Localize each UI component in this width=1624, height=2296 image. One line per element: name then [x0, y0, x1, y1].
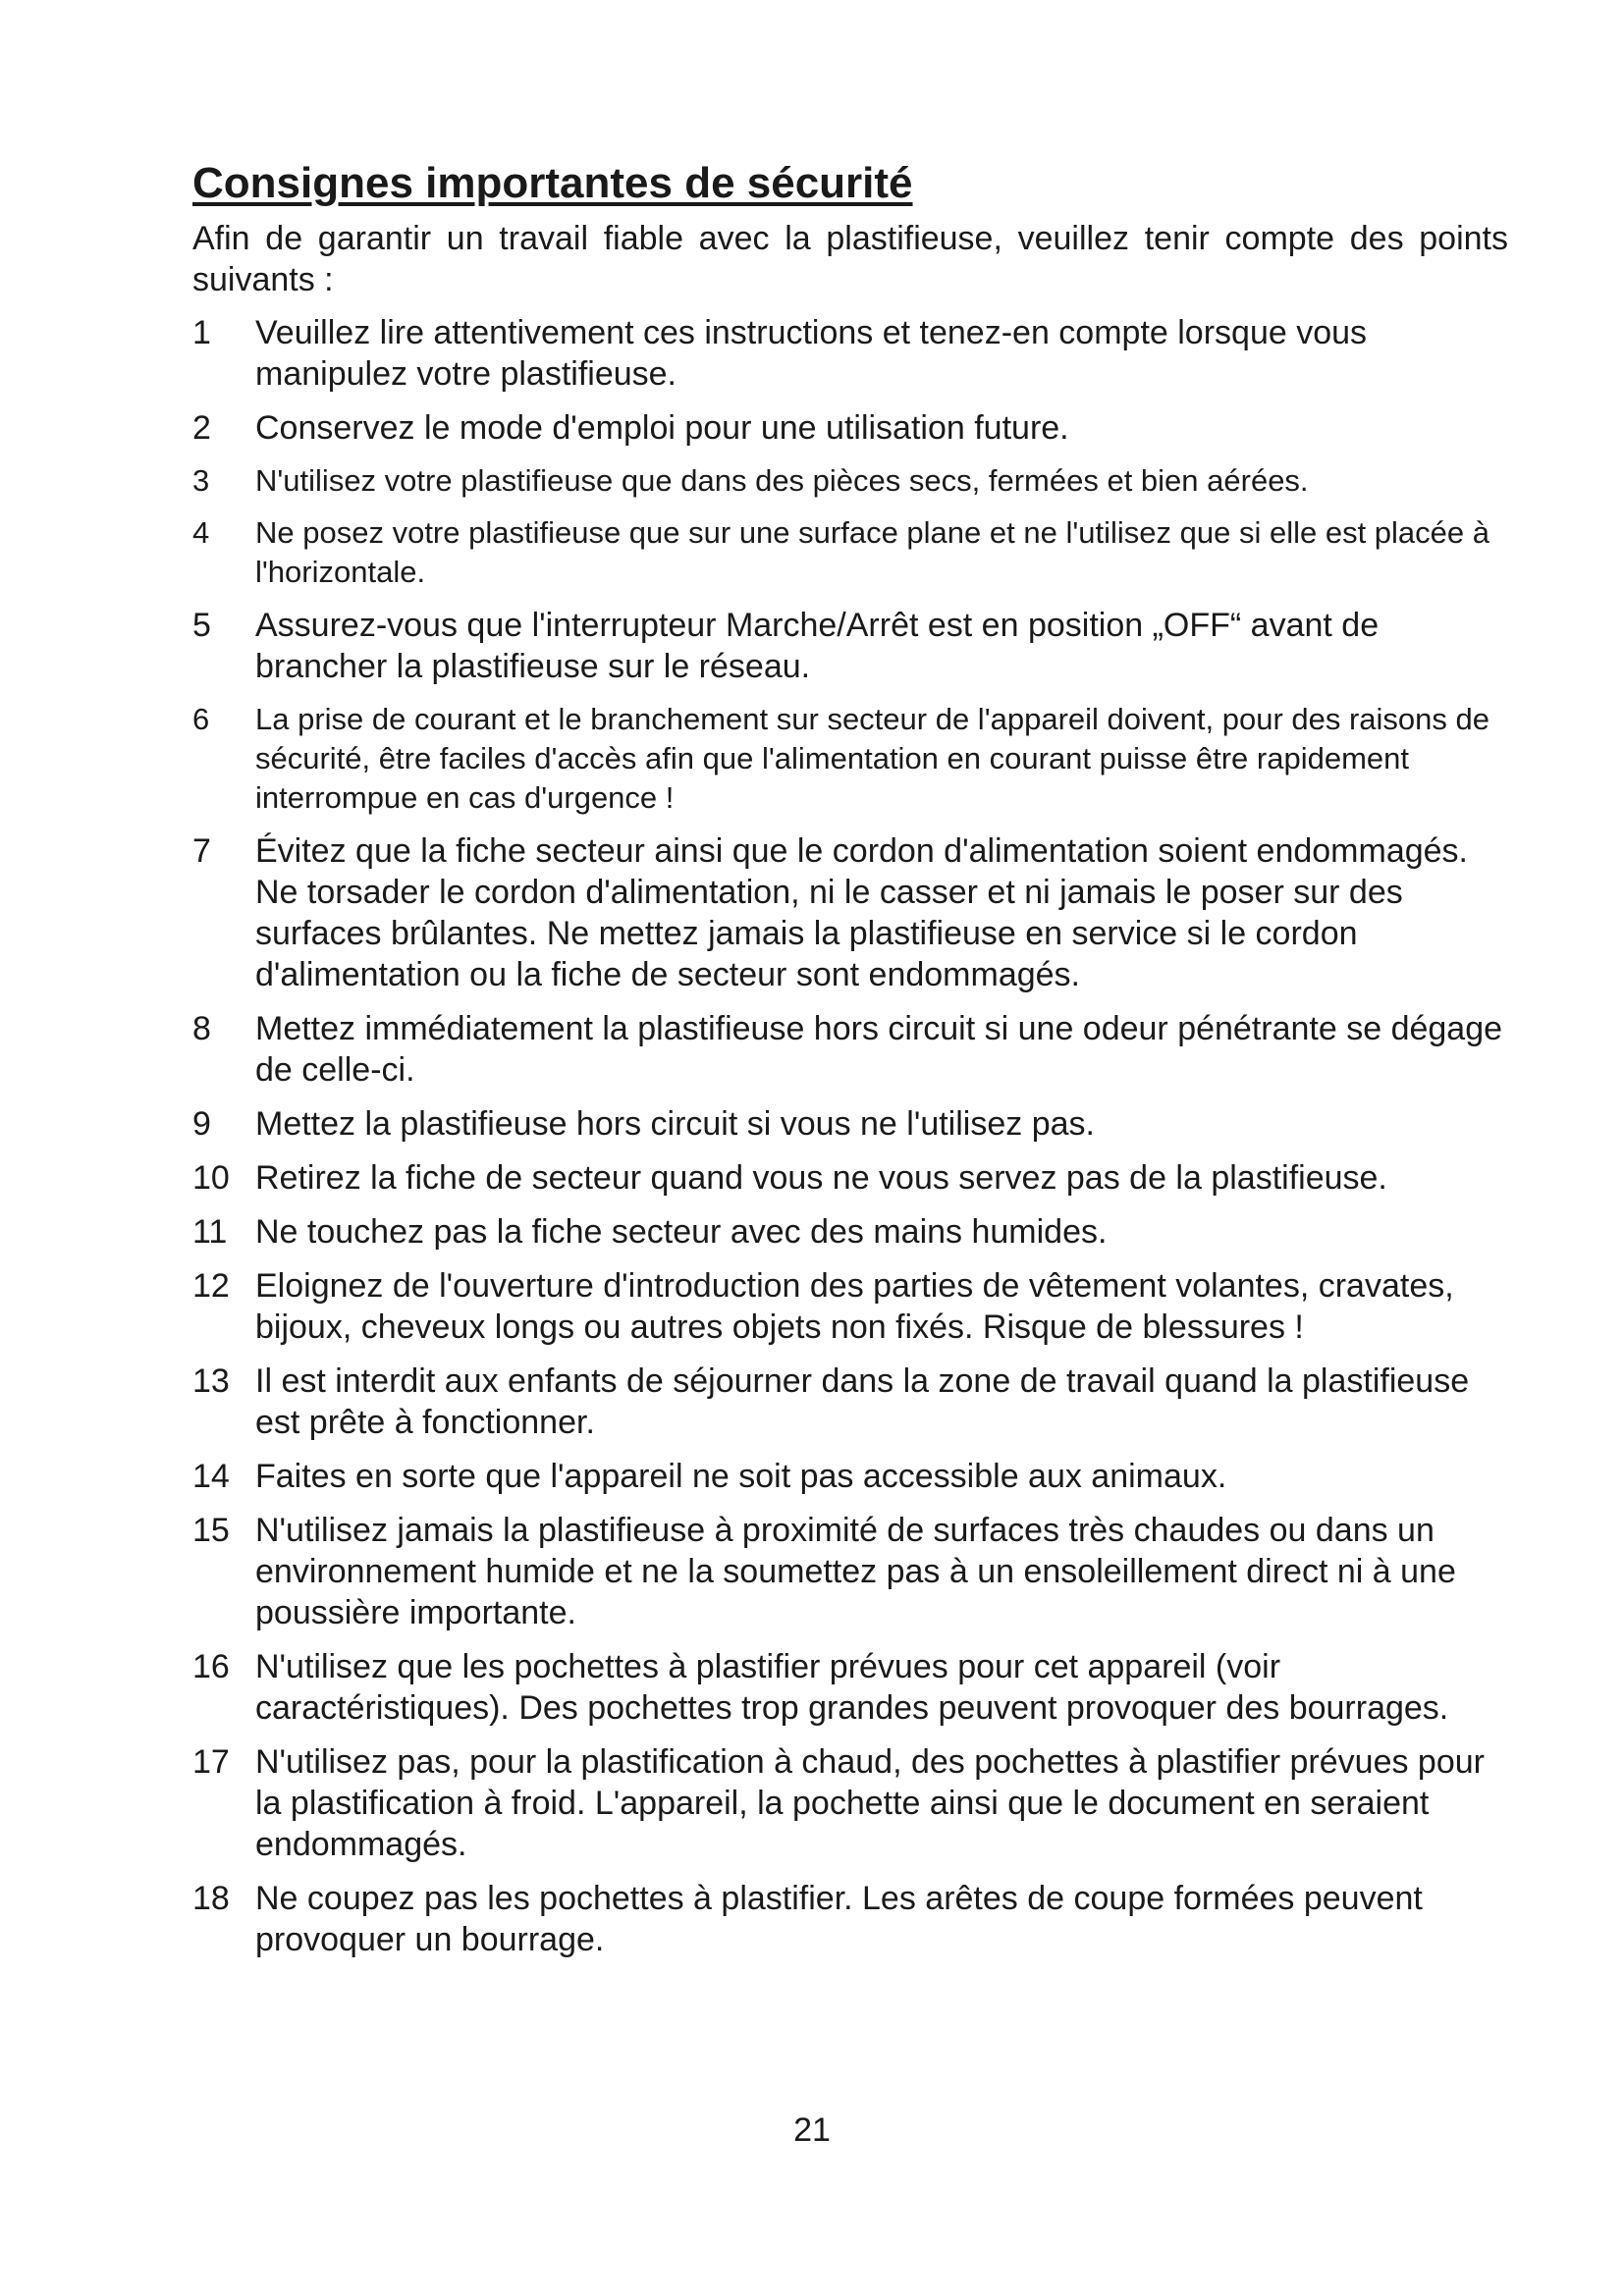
item-number: 13	[192, 1362, 230, 1400]
item-number: 9	[192, 1105, 211, 1143]
item-number: 10	[192, 1159, 230, 1197]
item-number: 6	[192, 702, 210, 736]
item-number: 17	[192, 1743, 230, 1781]
list-item	[192, 830, 1508, 995]
item-text: Mettez la plastifieuse hors circuit si vous ne l'utilisez pas.	[255, 1105, 1095, 1143]
item-number: 1	[192, 314, 211, 351]
page-title: Consignes importantes de sécurité	[192, 159, 913, 207]
item-text: Eloignez de l'ouverture d'introduction des parties de vêtement volantes, cravates, bijoux, cheveux longs ou autres objets non fixés. Risque de blessures !	[255, 1267, 1454, 1346]
item-text: Mettez immédiatement la plastifieuse hors circuit si une odeur pénétrante se dégage de celle-ci.	[255, 1010, 1503, 1089]
list-item	[192, 1008, 1508, 1091]
item-number: 18	[192, 1880, 230, 1917]
item-number: 8	[192, 1010, 211, 1047]
item-text: Ne coupez pas les pochettes à plastifier. Les arêtes de coupe formées peuvent provoquer un bourrage.	[255, 1880, 1423, 1958]
list-item	[192, 1361, 1508, 1443]
item-text: La prise de courant et le branchement sur secteur de l'appareil doivent, pour des raisons de sécurité, être faciles d'accès afin que l'alimentation en courant puisse être rapidement interrompue en cas d'urgence !	[255, 702, 1489, 815]
intro-paragraph: Afin de garantir un travail fiable avec la plastifieuse, veuillez tenir compte des points suivants :	[192, 220, 1508, 298]
item-number: 7	[192, 832, 211, 870]
list-item	[192, 1646, 1508, 1729]
item-number: 5	[192, 607, 211, 644]
list-item	[192, 407, 1508, 449]
list-item	[192, 1741, 1508, 1865]
item-text: Veuillez lire attentivement ces instructions et tenez-en compte lorsque vous manipulez votre plastifieuse.	[255, 314, 1368, 393]
list-item	[192, 1211, 1508, 1253]
list-item	[192, 1265, 1508, 1348]
item-text: Conservez le mode d'emploi pour une utilisation future.	[255, 409, 1069, 447]
list-item	[192, 1456, 1508, 1497]
item-text: Ne posez votre plastifieuse que sur une surface plane et ne l'utilisez que si elle est placée à l'horizontale.	[255, 515, 1489, 589]
item-text: Évitez que la fiche secteur ainsi que le cordon d'alimentation soient endommagés. Ne torsader le cordon d'alimentation, ni le casser et ni jamais le poser sur des surfaces brûlantes. Ne mettez jamais la plastifieuse en service si le cordon d'alimentation ou la fiche de secteur sont endommagés.	[255, 832, 1468, 993]
list-item	[192, 513, 1508, 592]
list-item	[192, 1157, 1508, 1199]
item-number: 14	[192, 1458, 230, 1495]
item-number: 4	[192, 515, 210, 550]
item-text: Il est interdit aux enfants de séjourner dans la zone de travail quand la plastifieuse est prête à fonctionner.	[255, 1362, 1470, 1441]
item-text: Retirez la fiche de secteur quand vous ne vous servez pas de la plastifieuse.	[255, 1159, 1387, 1197]
item-text: N'utilisez jamais la plastifieuse à proximité de surfaces très chaudes ou dans un environnement humide et ne la soumettez pas à un ensoleillement direct ni à une poussière importante.	[255, 1512, 1456, 1631]
list-item	[192, 1878, 1508, 1960]
safety-list	[192, 312, 1508, 1960]
item-number: 11	[192, 1213, 228, 1251]
list-item	[192, 312, 1508, 395]
item-text: N'utilisez que les pochettes à plastifier prévues pour cet appareil (voir caractéristiques). Des pochettes trop grandes peuvent provoquer des bourrages.	[255, 1648, 1449, 1727]
item-text: Ne touchez pas la fiche secteur avec des mains humides.	[255, 1213, 1108, 1251]
item-number: 12	[192, 1267, 230, 1305]
item-number: 3	[192, 463, 210, 498]
item-text: Assurez-vous que l'interrupteur Marche/Arrêt est en position „OFF“ avant de brancher la plastifieuse sur le réseau.	[255, 607, 1380, 685]
page-number: 21	[793, 2111, 831, 2149]
list-item	[192, 1510, 1508, 1633]
item-text: N'utilisez votre plastifieuse que dans des pièces secs, fermées et bien aérées.	[255, 463, 1309, 498]
item-number: 15	[192, 1512, 230, 1549]
item-text: Faites en sorte que l'appareil ne soit pas accessible aux animaux.	[255, 1458, 1227, 1495]
list-item	[192, 700, 1508, 818]
list-item	[192, 1103, 1508, 1145]
document-page	[192, 157, 1508, 1973]
item-number: 2	[192, 409, 211, 447]
item-text: N'utilisez pas, pour la plastification à chaud, des pochettes à plastifier prévues pour la plastification à froid. L'appareil, la pochette ainsi que le document en seraient endommagés.	[255, 1743, 1485, 1863]
list-item	[192, 605, 1508, 687]
list-item	[192, 461, 1508, 501]
item-number: 16	[192, 1648, 230, 1685]
